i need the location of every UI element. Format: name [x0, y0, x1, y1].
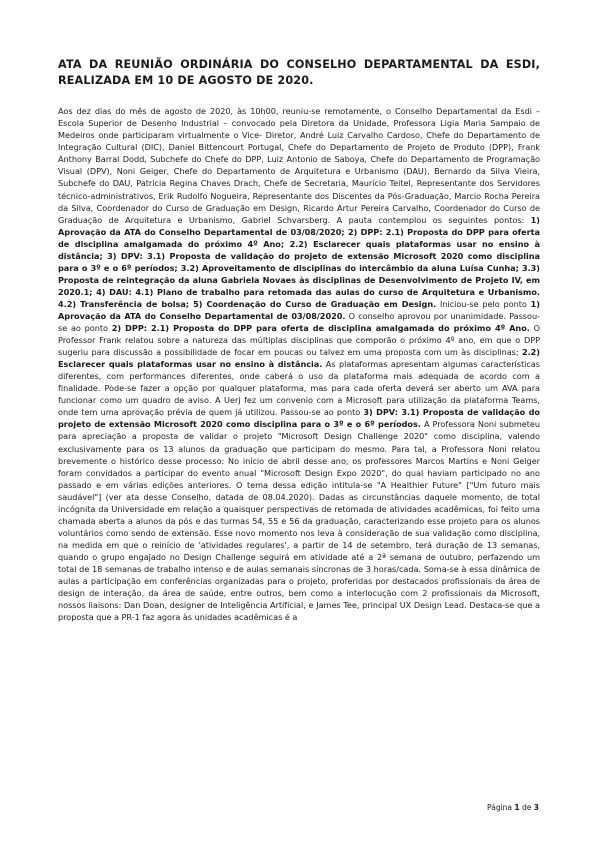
agenda-item-text: 1) Aprovação da ATA do Conselho Departamental de 03/08/2020; 2) DPP: 2.1) Proposta do DPP para oferta de disciplina amalgamada do próximo 4º Ano; 2.2) Esclarecer quais plataformas usar no ensino à distância; 3) DPV: 3.1) Proposta de validação do projeto de extensão Microsoft 2020 como disciplina para o 3º e o 6º períodos; 3.2) Aproveitamento de disciplinas do intercâmbio da aluna Luísa Cunha; 3.3) Proposta de reintegração da aluna Gabriela Novaes às disciplinas de Desenvolvimento de Projeto IV, em 2020.1; 4) DAU: 4.1) Plano de trabalho para retomada das aulas do curso de Arquitetura e Urbanismo. 4.2) Transferência de bolsa; 5) Coordenação do Curso de Graduação em Design. [58, 214, 540, 309]
document-title: ATA DA REUNIÃO ORDINÁRIA DO CONSELHO DEPARTAMENTAL DA ESDI, REALIZADA EM 10 DE AGOSTO DE 2020. [58, 58, 540, 87]
current-page-number: 1 [514, 803, 520, 812]
of-label: de [522, 803, 532, 812]
body-text-segment: Iniciou-se pelo ponto [436, 298, 531, 309]
page-label: Página [487, 803, 513, 812]
page-footer [487, 803, 539, 812]
body-text-segment: A Professora Noni submeteu para apreciação a proposta de validar o projeto "Microsoft Design Challenge 2020" como disciplina, valendo exclusivamente para os 13 alunos da graduação que participam do mesmo. Para tal, a Professora Noni relatou brevemente o histórico desse processo: No início de abril desse ano, os professores Marcos Martins e Noni Geiger foram convidados a participar do evento anual "Microsoft Design Expo 2020", do qual haviam participado no ano passado e em várias edições anteriores. O tema dessa edição intitula-se "A Healthier Future" ["Um futuro mais saudável"] (ver ata desse Conselho, datada de 08.04.2020). Dadas as circunstâncias daquele momento, de total incógnita da Universidade em relação a quaisquer perspectivas de retomada de atividades acadêmicas, foi feito uma chamada aberta a alunos da pós e das turmas 54, 55 e 56 da graduação, caracterizando esse projeto para os alunos voluntários como sendo de extensão. Esse novo momento nos leva à consideração de sua validação como disciplina, na medida em que o reinício de 'atividades regulares', a partir de 14 de setembro, terá duração de 13 semanas, quando o grupo engajado no Design Challenge seguirá em atividade até a 2ª semana de outubro, perfazendo um total de 18 semanas de trabalho intenso e de aulas semanais síncronas de 3 horas/cada. Soma-se à essa dinâmica de aulas a participação em conferências organizadas para o projeto, proferidas por destacados profissionais da área de design de interação, da área de saúde, entre outros, bem como a interlocução com 2 profissionais da Microsoft, nossos liaisons: Dan Doan, designer de Inteligência Artificial, e James Tee, principal UX Design Lead. Destaca-se que a proposta que a PR-1 faz agora às unidades acadêmicas é a [58, 419, 540, 623]
body-text-segment: O conselho aprovou por unanimidade. Passou-se ao ponto [58, 310, 541, 334]
agenda-item-text: 3) DPV: 3.1) Proposta de validação do projeto de extensão Microsoft 2020 como disciplina para o 3º e o 6º períodos. [58, 407, 540, 430]
agenda-item-text: 2.2) Esclarecer quais plataformas usar no ensino à distância. [58, 347, 540, 370]
total-pages-number: 3 [533, 803, 539, 812]
document-page [58, 57, 540, 631]
agenda-item-text: 1) Aprovação da ATA do Conselho Departamental de 03/08/2020. [58, 298, 540, 321]
agenda-item-text: 2) DPP: 2.1) Proposta do DPP para oferta de disciplina amalgamada do próximo 4º Ano. [111, 323, 530, 334]
minutes-body [58, 105, 540, 623]
body-text-segment: O Professor Frank relatou sobre a natureza das múltiplas disciplinas que comporão o próximo 4º ano, em que o DPP sugeriu para discussão a possibilidade de focar em poucas ou talvez em uma proposta com um às disciplinas; [58, 323, 541, 358]
body-text-segment: Aos dez dias do mês de agosto de 2020, às 10h00, reuniu-se remotamente, o Conselho Departamental da Esdi – Escola Superior de Desenho Industrial – convocado pela Diretora da Unidade, Professora Ligia Maria Sampaio de Medeiros onde participaram virtualmente o Vice- Diretor, André Luiz Carvalho Cardoso, Chefe do Departamento de Integração Cultural (DIC), Daniel Bittencourt Portugal, Chefe do Departamento de Projeto de Produto (DPP), Frank Anthony Barral Dodd, Subchefe do Chefe do DPP, Luiz Antonio de Saboya, Chefe do Departamento de Programação Visual (DPV), Noni Geiger, Chefe do Departamento de Arquitetura e Urbanismo (DAU), Bernardo da Silva Vieira, Subchefe do DAU, Patricia Regina Chaves Drach, Chefe de Secretaria, Maurício Teitel, Representante dos Servidores técnico-administrativos, Erik Rudolfo Nogueira, Representante dos Discentes da Pós-Graduação, Marcio Rocha Pereira da Silva, Coordenador do Curso de Graduação em Design, Ricardo Artur Pereira Carvalho, Coordenador do Curso de Graduação de Arquitetura e Urbanismo, Gabriel Schvarsberg. A pauta contemplou os seguintes pontos: [58, 106, 540, 225]
body-text-segment: As plataformas apresentam algumas características diferentes, com performances diferentes, onde caberá o uso da plataforma mais adequada de acordo com a finalidade. Pode-se fazer a opção por qualquer plataforma, mas para cada oferta deverá ser aberto um AVA para funcionar como um quadro de aviso. A Uerj fez um convenio com a Microsoft para utilização da plataforma Teams, onde tem uma aprovação prévia de quem já utilizou. Passou-se ao ponto [58, 359, 540, 418]
